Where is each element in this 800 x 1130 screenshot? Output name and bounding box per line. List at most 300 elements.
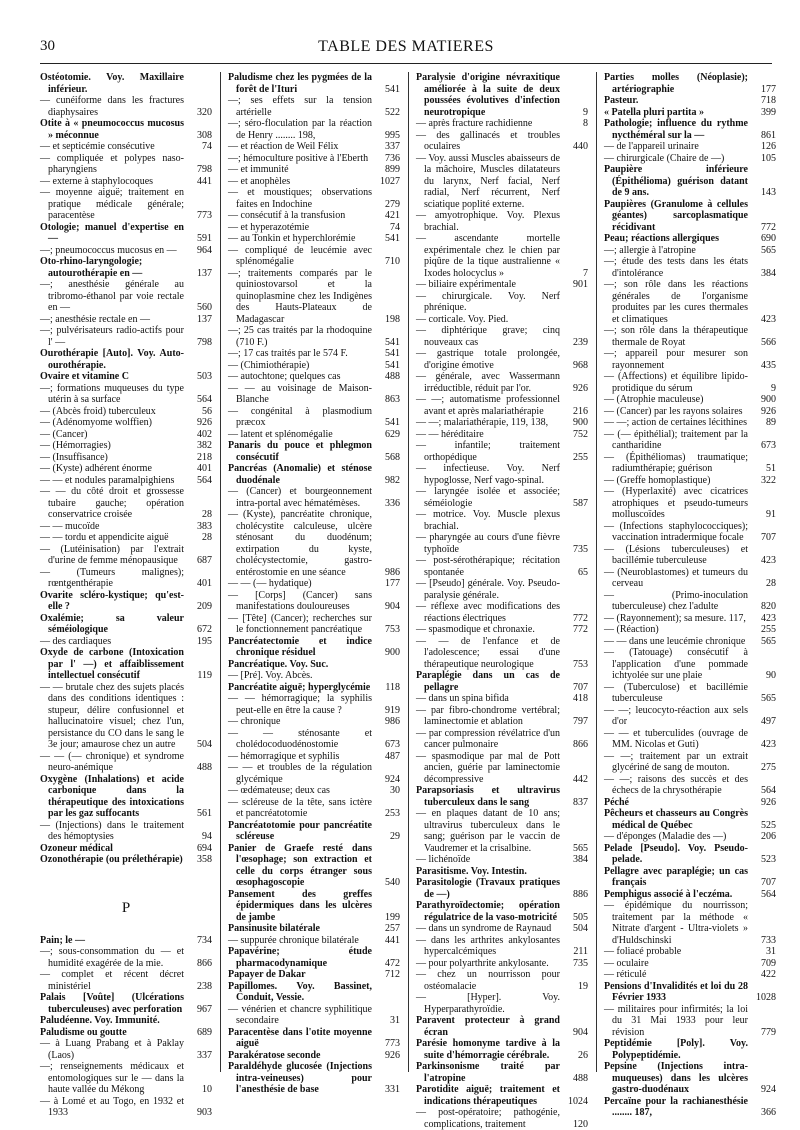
entry-text: Pêcheurs et chasseurs au Congrès médical de Québec	[604, 808, 748, 831]
index-entry	[416, 728, 588, 751]
entry-page: 308	[197, 130, 212, 142]
entry-text: Paludéenne. Voy. Immunité.	[40, 1015, 160, 1026]
index-entry	[228, 935, 400, 947]
entry-text: — (Lutéinisation) par l'extrait d'urine de femme ménopausique	[40, 544, 184, 567]
index-entry	[604, 1038, 776, 1061]
entry-page: 336	[385, 498, 400, 510]
index-entry	[40, 843, 212, 855]
index-entry	[416, 693, 588, 705]
index-entry	[604, 797, 776, 809]
entry-page: 541	[385, 84, 400, 96]
index-entry	[416, 1084, 588, 1107]
entry-text: Papayer de Dakar	[228, 969, 306, 980]
entries-col1b	[40, 935, 212, 1119]
entry-page: 74	[202, 141, 212, 153]
index-entry	[228, 969, 400, 981]
entry-text: — infectieuse. Voy. Nerf hypoglosse, Nerf vago-spinal.	[416, 463, 560, 486]
entry-page: 629	[385, 429, 400, 441]
index-entry	[604, 613, 776, 625]
index-entry	[604, 153, 776, 165]
index-entry	[40, 820, 212, 843]
entry-page: 798	[197, 337, 212, 349]
index-entry	[228, 946, 400, 969]
entry-text: Otologie; manuel d'expertise en —	[40, 222, 184, 245]
entry-text: — scléreuse de la tête, sans ictère et pancréatotomie	[228, 797, 372, 820]
entry-page: 1024	[568, 1096, 588, 1108]
index-entry	[416, 992, 588, 1015]
entry-text: Ovaire et vitamine C	[40, 371, 129, 382]
index-entry	[604, 199, 776, 234]
index-entry	[40, 417, 212, 429]
entry-page: 820	[761, 601, 776, 613]
entry-page: 866	[573, 739, 588, 751]
entry-page: 177	[385, 578, 400, 590]
index-entry	[604, 245, 776, 257]
index-entry	[228, 797, 400, 820]
index-entry	[416, 555, 588, 578]
index-entry	[416, 279, 588, 291]
entry-text: — oculaire	[604, 958, 649, 969]
entry-text: — — sténosante et cholédocoduodénostomie	[228, 728, 372, 751]
entry-text: Oxalémie; sa valeur séméiologique	[40, 613, 184, 636]
entry-page: 383	[197, 521, 212, 533]
entry-text: —; 25 cas traités par la rhodoquine (710 F.)	[228, 325, 372, 348]
index-entry	[40, 486, 212, 521]
index-entry	[416, 1107, 588, 1130]
entry-page: 120	[573, 1119, 588, 1130]
index-entry	[604, 417, 776, 429]
index-entry	[228, 659, 400, 671]
index-entry	[228, 406, 400, 429]
entry-page: 924	[761, 1084, 776, 1096]
index-entry	[416, 670, 588, 693]
index-entry	[604, 958, 776, 970]
index-entry	[416, 429, 588, 441]
entry-text: — dans un syndrome de Raynaud	[416, 923, 551, 934]
entry-text: Parapsoriasis et ultravirus tuberculeux dans le sang	[416, 785, 560, 808]
entry-text: — en plaques datant de 10 ans; ultravirus tuberculeux dans le sang; guérison par le vaccin de Vaudremer et la crisalbine.	[416, 808, 560, 854]
entry-page: 967	[197, 1004, 212, 1016]
entry-page: 565	[573, 843, 588, 855]
entry-page: 423	[761, 314, 776, 326]
entry-text: — militaires pour infirmités; la loi du 31 Mai 1933 pour leur révision	[604, 1004, 748, 1038]
entry-page: 382	[197, 440, 212, 452]
entry-text: Ostéotomie. Voy. Maxillaire inférieur.	[40, 72, 184, 95]
index-entry	[604, 141, 776, 153]
entry-page: 10	[202, 1084, 212, 1096]
index-entry	[228, 164, 400, 176]
entry-text: Parotidite aiguë; traitement et indications thérapeutiques	[416, 1084, 560, 1107]
entry-page: 422	[761, 969, 776, 981]
index-entry	[604, 969, 776, 981]
entry-page: 279	[385, 199, 400, 211]
entry-text: — (Chimiothérapie)	[228, 360, 309, 371]
entry-page: 986	[385, 716, 400, 728]
entry-page: 986	[385, 567, 400, 579]
entry-page: 442	[573, 774, 588, 786]
entry-text: — compliquée et polypes naso-pharyngiens	[40, 153, 184, 176]
entry-page: 488	[197, 762, 212, 774]
index-entry	[228, 923, 400, 935]
index-entry	[604, 1061, 776, 1096]
index-column-1	[40, 72, 212, 1072]
entry-text: Paravent protecteur à grand écran	[416, 1015, 560, 1038]
entry-page: 522	[385, 107, 400, 119]
index-entry	[604, 429, 776, 452]
entry-page: 384	[761, 268, 776, 280]
entry-page: 441	[197, 176, 212, 188]
entry-page: 239	[573, 337, 588, 349]
entry-page: 504	[573, 923, 588, 935]
entry-text: — (Tuberculose) et bacillémie tuberculeuse	[604, 682, 748, 705]
index-entry	[40, 590, 212, 613]
entry-text: —; sous-consommation du — et humidité exagérée de la mie.	[40, 946, 184, 969]
entry-text: Parasitologie (Travaux pratiques de —)	[416, 877, 560, 900]
index-entry	[416, 969, 588, 992]
index-entry	[228, 820, 400, 843]
entry-page: 505	[573, 912, 588, 924]
entry-text: — — dans une leucémie chronique	[604, 636, 745, 647]
entry-text: Ozonothérapie (ou prélethérapie)	[40, 854, 183, 865]
entry-text: — pour polyarthrite ankylosante.	[416, 958, 549, 969]
index-entry	[416, 636, 588, 671]
entry-text: — —; traitement par un extrait glycériné de sang de mouton.	[604, 751, 748, 774]
entry-text: Parasitisme. Voy. Intestin.	[416, 866, 527, 877]
entry-text: Paludisme ou goutte	[40, 1027, 127, 1038]
entry-text: — infantile; traitement orthopédique	[416, 440, 560, 463]
entry-page: 673	[385, 739, 400, 751]
entry-text: — [Tête] (Cancer); recherches sur le fonctionnement pancréatique	[228, 613, 372, 636]
entry-page: 566	[761, 337, 776, 349]
index-entry	[40, 245, 212, 257]
entry-page: 541	[385, 417, 400, 429]
index-entry	[604, 521, 776, 544]
entry-text: Pansinusite bilatérale	[228, 923, 320, 934]
entry-page: 560	[197, 302, 212, 314]
index-entry	[604, 831, 776, 843]
index-entry	[604, 95, 776, 107]
entry-text: —; 17 cas traités par le 574 F.	[228, 348, 348, 359]
entry-page: 1028	[756, 992, 776, 1004]
entry-page: 26	[578, 1050, 588, 1062]
entry-page: 19	[578, 981, 588, 993]
entry-page: 694	[197, 843, 212, 855]
index-entry	[40, 72, 212, 95]
entry-text: — (Kyste) adhérent énorme	[40, 463, 152, 474]
index-entry	[228, 728, 400, 751]
entry-text: — — de l'enfance et de l'adolescence; essai d'une thérapeutique neurologique	[416, 636, 560, 670]
index-entry	[604, 452, 776, 475]
index-entry	[228, 268, 400, 326]
index-entry	[228, 141, 400, 153]
index-entry	[228, 889, 400, 924]
entry-text: — ascendante mortelle expérimentale chez le chien par piqûre de la tique australienne « Ixodes holocyclus »	[416, 233, 560, 279]
entry-text: —; anesthésie générale au tribromo-éthanol par voie rectale en —	[40, 279, 184, 313]
index-entry	[228, 613, 400, 636]
index-entry	[416, 935, 588, 958]
entry-page: 402	[197, 429, 212, 441]
index-entry	[604, 866, 776, 889]
entry-text: — (Rayonnement); sa mesure. 117,	[604, 613, 746, 624]
entry-text: —; pulvérisateurs radio-actifs pour l' —	[40, 325, 184, 348]
entry-text: — moyenne aiguë; traitement en pratique médicale générale; paracentèse	[40, 187, 184, 221]
entry-text: — spasmodique et chronaxie.	[416, 624, 535, 635]
index-entry	[228, 360, 400, 372]
entry-text: —; allergie à l'atropine	[604, 245, 696, 256]
index-entry	[604, 624, 776, 636]
entry-text: — (Kyste), pancréatite chronique, cholécystite calculeuse, ulcère sténosant du duodénum; extirpation du kyste, cholécystectomie, gastro-entérostomie en une séance	[228, 509, 372, 578]
entry-page: 735	[573, 544, 588, 556]
entry-page: 488	[573, 1073, 588, 1085]
entry-text: — réflexe avec modifications des réactions électriques	[416, 601, 560, 624]
index-entry	[40, 532, 212, 544]
entry-text: Pancréatectomie et indice chronique résiduel	[228, 636, 372, 659]
entry-text: — (Atrophie maculeuse)	[604, 394, 703, 405]
entry-text: Pellagre avec paraplégie; un cas français	[604, 866, 748, 889]
entry-text: — complet et récent décret ministériel	[40, 969, 184, 992]
entry-page: 903	[197, 1107, 212, 1119]
index-entry	[416, 808, 588, 854]
entry-page: 982	[385, 475, 400, 487]
entry-page: 195	[197, 636, 212, 648]
index-entry	[40, 440, 212, 452]
entry-page: 901	[573, 279, 588, 291]
entry-page: 30	[390, 785, 400, 797]
entry-text: — — héréditaire	[416, 429, 484, 440]
entry-page: 772	[761, 222, 776, 234]
index-entry	[604, 889, 776, 901]
index-entry	[40, 314, 212, 326]
entry-text: — — (— hydatique)	[228, 578, 312, 589]
entry-page: 423	[761, 613, 776, 625]
index-entry	[604, 118, 776, 141]
entry-page: 105	[761, 153, 776, 165]
entry-text: — dans les arthrites ankylosantes hypercalcémiques	[416, 935, 560, 958]
index-entry	[40, 1038, 212, 1061]
index-entry	[604, 475, 776, 487]
entry-text: — Voy. aussi Muscles abaisseurs de la mâchoire, Muscles dilatateurs du larynx, Nerf facial, Nerf radial, Nerf récurrent, Nerf sciatique poplité externe.	[416, 153, 560, 210]
entry-page: 707	[573, 682, 588, 694]
section-letter: P	[40, 900, 212, 917]
entry-text: Paraldéhyde glucosée (Injections intra-veineuses) pour l'anesthésie de base	[228, 1061, 372, 1095]
entry-page: 1027	[380, 176, 400, 188]
index-entry	[228, 222, 400, 234]
index-entry	[40, 222, 212, 245]
entry-page: 28	[202, 532, 212, 544]
entry-page: 899	[385, 164, 400, 176]
entry-text: — des cardiaques	[40, 636, 111, 647]
entry-text: — (Hémorragies)	[40, 440, 111, 451]
index-entry	[228, 1061, 400, 1096]
entry-page: 863	[385, 394, 400, 406]
index-entry	[228, 118, 400, 141]
entry-page: 119	[197, 670, 212, 682]
entry-text: — spasmodique par mal de Pott ancien, guérie par laminectomie décompressive	[416, 751, 560, 785]
entry-text: — [Pré]. Voy. Abcès.	[228, 670, 313, 681]
entry-text: Paludisme chez les pygmées de la forêt de l'Ituri	[228, 72, 372, 95]
entry-page: 257	[385, 923, 400, 935]
entry-text: — cunéiforme dans les fractures diaphysaires	[40, 95, 184, 118]
index-entry	[228, 509, 400, 578]
entry-page: 488	[385, 371, 400, 383]
entry-page: 421	[385, 210, 400, 222]
entry-text: Panier de Graefe resté dans l'œsophage; son extraction et celle du corps étranger sous œsophagoscopie	[228, 843, 372, 889]
entry-text: — des gallinacés et troubles oculaires	[416, 130, 560, 153]
index-entry	[604, 1096, 776, 1119]
entry-page: 904	[573, 1027, 588, 1039]
index-column-4	[604, 72, 776, 1072]
page-header	[40, 38, 772, 58]
entry-text: — et moustiques; observations faites en Indochine	[228, 187, 372, 210]
entry-text: — (Affections) et équilibre lipido-protidique du sérum	[604, 371, 748, 394]
entry-text: — — du côté droit et grossesse tubaire gauche; opération conservatrice croisée	[40, 486, 184, 520]
index-entry	[228, 176, 400, 188]
entry-text: — foliacé probable	[604, 946, 681, 957]
index-entry	[40, 95, 212, 118]
entry-page: 487	[385, 751, 400, 763]
entry-page: 177	[761, 84, 776, 96]
index-entry	[40, 153, 212, 176]
entry-page: 565	[761, 245, 776, 257]
entry-page: 118	[385, 682, 400, 694]
entry-page: 253	[385, 808, 400, 820]
entry-text: Papillomes. Voy. Bassinet, Conduit, Vessie.	[228, 981, 372, 1004]
entry-page: 773	[197, 210, 212, 222]
index-entry	[228, 463, 400, 486]
entry-page: 753	[573, 659, 588, 671]
index-entry	[604, 808, 776, 831]
index-entry	[604, 233, 776, 245]
entry-page: 753	[385, 624, 400, 636]
index-entry	[228, 348, 400, 360]
index-entry	[416, 210, 588, 233]
index-entry	[228, 682, 400, 694]
entry-page: 900	[573, 417, 588, 429]
index-entry	[416, 877, 588, 900]
entry-page: 900	[761, 394, 776, 406]
entry-text: — (Neuroblastomes) et tumeurs du cerveau	[604, 567, 748, 590]
index-entry	[604, 72, 776, 95]
entry-page: 886	[573, 889, 588, 901]
entry-text: — (Réaction)	[604, 624, 659, 635]
entry-page: 561	[197, 808, 212, 820]
entry-text: — réticulé	[604, 969, 646, 980]
entry-page: 503	[197, 371, 212, 383]
index-entry	[604, 107, 776, 119]
entry-page: 690	[761, 233, 776, 245]
entry-text: — latent et splénomégalie	[228, 429, 333, 440]
entry-page: 31	[766, 946, 776, 958]
entry-page: 320	[197, 107, 212, 119]
entry-page: 337	[197, 1050, 212, 1062]
entry-page: 525	[761, 820, 776, 832]
entry-text: — laryngée isolée et associée; séméiologie	[416, 486, 560, 509]
entry-text: — (Cancer) par les rayons solaires	[604, 406, 743, 417]
entry-page: 74	[390, 222, 400, 234]
index-entry	[40, 1015, 212, 1027]
entry-text: — chirurgicale. Voy. Nerf phrénique.	[416, 291, 560, 314]
index-column-3	[416, 72, 588, 1072]
entry-text: — par compression révélatrice d'un cancer pulmonaire	[416, 728, 560, 751]
entry-text: — (— épithélial); traitement par la cantharidine	[604, 429, 748, 452]
entry-text: — chirurgicale (Chaire de —)	[604, 153, 724, 164]
entry-text: —; renseignements médicaux et entomologiques sur le — dans la haute vallée du Mékong	[40, 1061, 184, 1095]
entry-text: —; son rôle dans les réactions générales de l'organisme produites par les cures thermales et climatiques	[604, 279, 748, 325]
entry-text: — (Lésions tuberculeuses) et bacillémie tuberculeuse	[604, 544, 748, 567]
entry-text: Péché	[604, 797, 629, 808]
entry-page: 779	[761, 1027, 776, 1039]
entry-page: 904	[385, 601, 400, 613]
index-entry	[416, 785, 588, 808]
entry-page: 687	[197, 555, 212, 567]
entry-text: Pansement des greffes épidermiques dans les ulcères de jambe	[228, 889, 372, 923]
index-entry	[40, 371, 212, 383]
entry-page: 51	[766, 463, 776, 475]
index-entry	[228, 233, 400, 245]
entry-text: — [Pseudo] générale. Voy. Pseudo-paralysie générale.	[416, 578, 560, 601]
entry-text: Pancréatotomie pour pancréatite scléreuse	[228, 820, 372, 843]
entry-page: 926	[385, 1050, 400, 1062]
entry-text: Palais [Voûte] (Ulcérations tuberculeuses) avec perforation	[40, 992, 184, 1015]
index-entry	[604, 636, 776, 648]
entry-text: — (Cancer) et bourgeonnement intra-portal avec hématémèses.	[228, 486, 372, 509]
entry-text: — amyotrophique. Voy. Plexus brachial.	[416, 210, 560, 233]
entry-text: — et hyperazotémie	[228, 222, 309, 233]
entry-text: — à Lomé et au Togo, en 1932 et 1933	[40, 1096, 184, 1119]
index-entry	[416, 394, 588, 417]
index-entry	[604, 544, 776, 567]
entry-text: — suppurée chronique bilatérale	[228, 935, 359, 946]
entry-text: — consécutif à la transfusion	[228, 210, 345, 221]
index-entry	[40, 1027, 212, 1039]
entry-page: 399	[761, 107, 776, 119]
entry-text: — au Tonkin et hyperchlorémie	[228, 233, 355, 244]
entries-col3	[416, 72, 588, 1130]
entry-page: 798	[197, 164, 212, 176]
entry-text: Otite à « pneumococcus mucosus » méconnue	[40, 118, 184, 141]
entry-page: 441	[385, 935, 400, 947]
entry-text: — —; malariathérapie, 119, 138,	[416, 417, 548, 428]
entry-text: — à Luang Prabang et à Paklay (Laos)	[40, 1038, 184, 1061]
entry-text: — —; automatisme professionnel avant et après malariathérapie	[416, 394, 560, 417]
entry-text: Pain; le —	[40, 935, 85, 946]
index-entry	[604, 774, 776, 797]
entry-page: 541	[385, 233, 400, 245]
entry-text: Paraplégie dans un cas de pellagre	[416, 670, 560, 693]
index-entry	[40, 348, 212, 371]
index-entry	[40, 463, 212, 475]
index-columns	[40, 72, 772, 1072]
entry-text: —; son rôle dans la thérapeutique thermale de Royat	[604, 325, 748, 348]
entry-page: 206	[761, 831, 776, 843]
index-entry	[40, 176, 212, 188]
entry-page: 926	[761, 797, 776, 809]
index-entry	[416, 854, 588, 866]
index-entry	[604, 348, 776, 371]
index-column-2	[228, 72, 400, 1072]
entry-page: 126	[761, 141, 776, 153]
index-entry	[40, 969, 212, 992]
index-entry	[416, 233, 588, 279]
index-entry	[228, 486, 400, 509]
entry-text: Oto-rhino-laryngologie; autourothérapie en —	[40, 256, 142, 279]
entry-text: — (Primo-inoculation tuberculeuse) chez l'adulte	[604, 590, 748, 613]
index-entry	[416, 153, 588, 211]
index-entry	[416, 291, 588, 314]
entry-text: — gastrique totale prolongée, d'origine émotive	[416, 348, 560, 371]
page-title: TABLE DES MATIERES	[40, 38, 772, 56]
index-entry	[40, 544, 212, 567]
